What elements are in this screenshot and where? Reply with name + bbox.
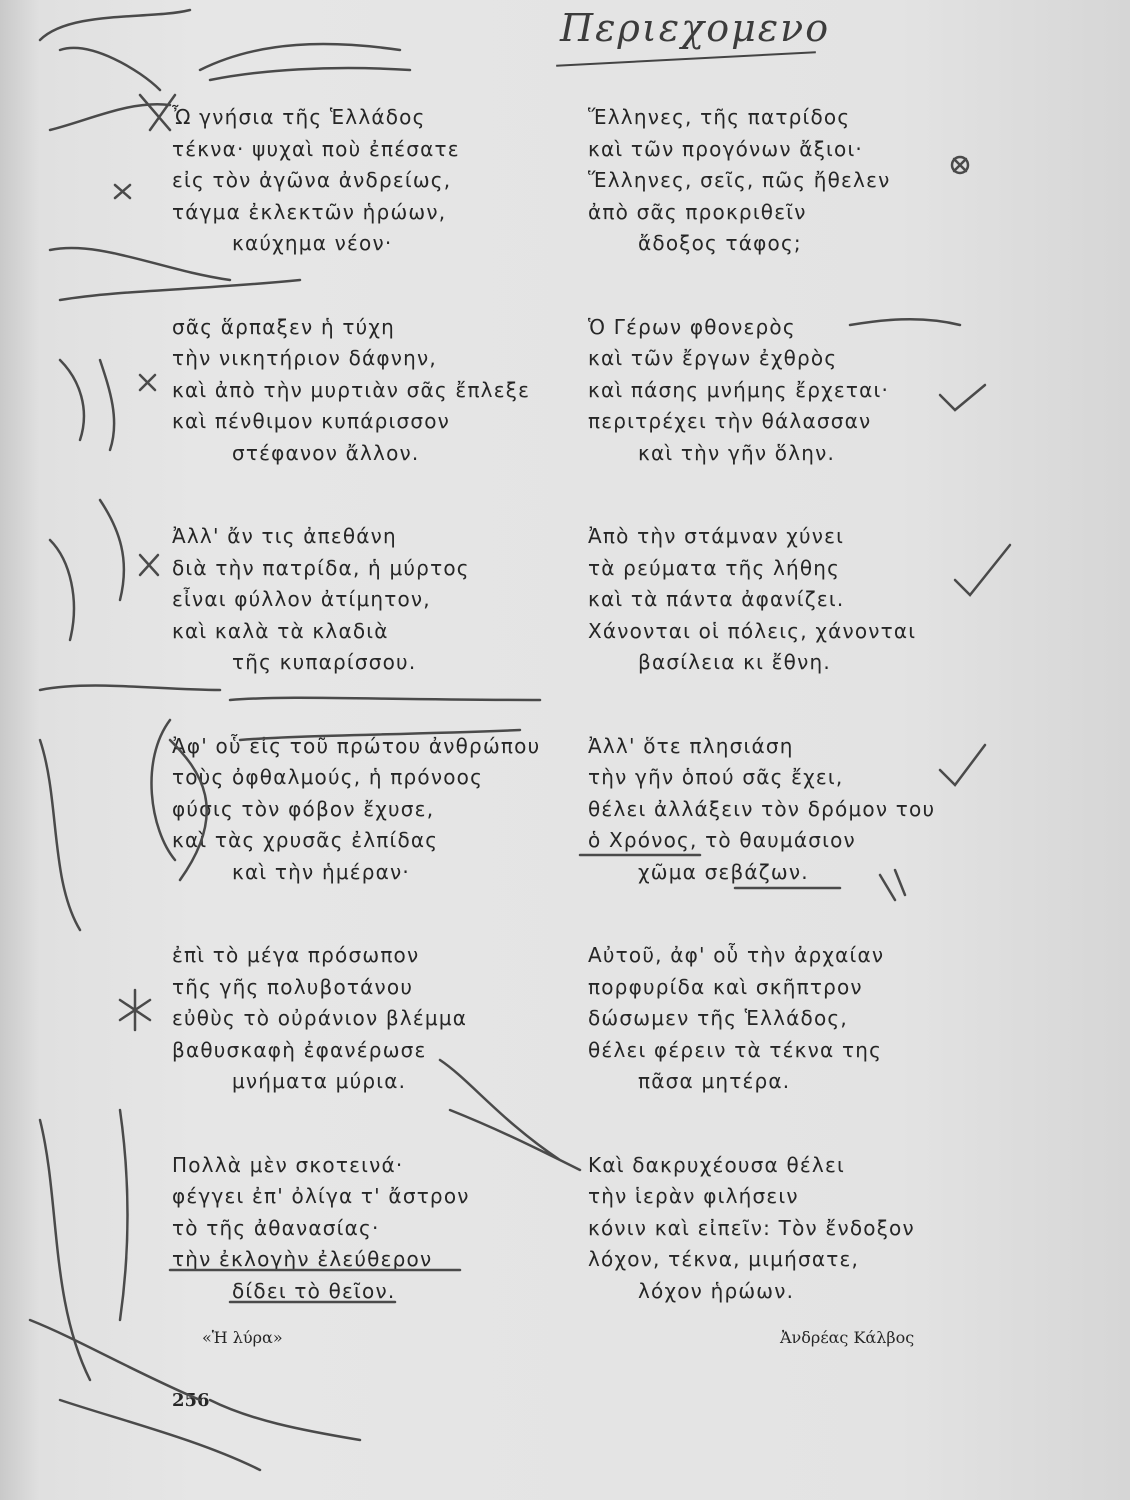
scribble-mark: [210, 1400, 360, 1440]
poem-line: καύχημα νέον·: [232, 231, 393, 255]
poem-line: φέγγει ἐπ' ὀλίγα τ' ἄστρον: [172, 1184, 470, 1208]
poem-author: Ἀνδρέας Κάλβος: [780, 1328, 915, 1347]
poem-line: πᾶσα μητέρα.: [638, 1069, 791, 1093]
x-mark: [140, 555, 158, 575]
poem-line: Ἀφ' οὗ εἰς τοῦ πρώτου ἀνθρώπου: [172, 733, 541, 758]
poem-line: καὶ καλὰ τὰ κλαδιὰ: [172, 618, 389, 643]
poem-line: Ὁ Γέρων φθονερὸς: [588, 314, 796, 339]
poem-line: καὶ τὰς χρυσᾶς ἐλπίδας: [172, 828, 439, 852]
x-mark: [140, 375, 155, 390]
poem-line: Ὦ γνήσια τῆς Ἑλλάδος: [172, 105, 426, 129]
poem-line: τὰ ρεύματα τῆς λήθης: [588, 555, 841, 580]
poem-line: καὶ πάσης μνήμης ἔρχεται·: [588, 377, 890, 402]
slash-mark: [140, 95, 175, 130]
poem-line: τὸ τῆς ἀθανασίας·: [172, 1215, 380, 1240]
poem-line: καὶ τὴν γῆν ὅλην.: [638, 440, 836, 465]
asterisk-mark: [120, 990, 150, 1030]
scribble-mark: [200, 44, 410, 80]
page-number: 256: [172, 1390, 210, 1411]
poem-line: λόχον ἡρώων.: [638, 1278, 795, 1303]
poem-line: στέφανον ἄλλον.: [232, 440, 420, 465]
poem-line: καὶ τὰ πάντα ἀφανίζει.: [588, 587, 845, 611]
poem-line: περιτρέχει τὴν θάλασσαν: [588, 409, 872, 433]
handwritten-heading: Περιεχομενο: [560, 6, 831, 50]
poem-line: Αὐτοῦ, ἀφ' οὗ τὴν ἀρχαίαν: [588, 943, 885, 967]
poem-line: ἐπὶ τὸ μέγα πρόσωπον: [172, 943, 420, 967]
poem-line: σᾶς ἅρπαξεν ἡ τύχη: [172, 314, 396, 339]
scribble-mark: [40, 10, 190, 130]
poem-line: θέλει φέρειν τὰ τέκνα της: [588, 1037, 883, 1062]
poem-line: καὶ πένθιμον κυπάρισσον: [172, 409, 451, 433]
scribble-mark: [40, 1110, 128, 1380]
poem-line: καὶ ἀπὸ τὴν μυρτιὰν σᾶς ἔπλεξε: [172, 377, 531, 402]
poem-line: Ἀλλ' ὅτε πλησιάση: [588, 733, 794, 758]
poem-line: Καὶ δακρυχέουσα θέλει: [588, 1152, 845, 1177]
scribble-mark: [850, 319, 960, 325]
poem-line: Χάνονται οἱ πόλεις, χάνονται: [588, 618, 917, 643]
poem-line: εἶναι φύλλον ἀτίμητον,: [172, 587, 431, 611]
poem-line: τὴν νικητήριον δάφνην,: [172, 346, 437, 370]
poem-line: φύσις τὸν φόβον ἔχυσε,: [172, 796, 435, 821]
scribble-mark: [30, 1320, 260, 1470]
poem-line: Ἕλληνες, σεῖς, πῶς ἤθελεν: [588, 168, 891, 192]
poem-line: εὐθὺς τὸ οὐράνιον βλέμμα: [172, 1006, 468, 1030]
circle-x-mark: [952, 157, 968, 173]
poem-line: ἀπὸ σᾶς προκριθεῖν: [588, 199, 807, 224]
slash-mark: [880, 870, 905, 900]
poem-line: βαθυσκαφὴ ἐφανέρωσε: [172, 1037, 427, 1062]
poem-line: μνήματα μύρια.: [232, 1069, 407, 1093]
poem-line: πορφυρίδα καὶ σκῆπτρον: [588, 974, 863, 999]
poem-line: τέκνα· ψυχαὶ ποὺ ἐπέσατε: [172, 136, 460, 161]
poem-line: καὶ τῶν ἔργων ἐχθρὸς: [588, 346, 838, 370]
poem-line: τὴν ἱερὰν φιλήσειν: [588, 1184, 799, 1208]
poem-line: τάγμα ἐκλεκτῶν ἡρώων,: [172, 199, 447, 224]
checkmark: [955, 545, 1010, 595]
poem-line: λόχον, τέκνα, μιμήσατε,: [588, 1247, 860, 1271]
scribble-mark: [60, 360, 114, 450]
poem-line: βασίλεια κι ἔθνη.: [638, 650, 831, 674]
poem-line: καὶ τῶν προγόνων ἄξιοι·: [588, 136, 863, 161]
poem-line: εἰς τὸν ἀγῶνα ἀνδρείως,: [172, 168, 452, 192]
poem-source: «Ἡ λύρα»: [202, 1328, 283, 1347]
poem-line: δώσωμεν τῆς Ἑλλάδος,: [588, 1006, 848, 1030]
poem-line: καὶ τὴν ἡμέραν·: [232, 859, 410, 884]
poem-line: κόνιν καὶ εἰπεῖν: Τὸν ἔνδοξον: [588, 1215, 915, 1240]
checkmark: [940, 745, 985, 785]
poem-line: τῆς γῆς πολυβοτάνου: [172, 974, 414, 999]
poem-line: τὴν γῆν ὁπού σᾶς ἔχει,: [588, 765, 844, 789]
poem-line: Ἀπὸ τὴν στάμναν χύνει: [588, 524, 845, 548]
scribble-mark: [440, 1060, 580, 1170]
poem-line: χῶμα σεβάζων.: [638, 859, 809, 884]
poem-line: Ἕλληνες, τῆς πατρίδος: [588, 105, 851, 129]
poem-line: Πολλὰ μὲν σκοτεινά·: [172, 1152, 404, 1177]
scribble-mark: [50, 248, 300, 300]
poem-line: θέλει ἀλλάξειν τὸν δρόμον του: [588, 796, 936, 821]
x-mark: [115, 185, 130, 198]
scribble-mark: [50, 500, 124, 640]
poem-line: Ἀλλ' ἄν τις ἀπεθάνη: [172, 524, 397, 548]
poem-line: ἄδοξος τάφος;: [638, 231, 802, 255]
poem-line: τοὺς ὀφθαλμούς, ἡ πρόνοος: [172, 765, 484, 789]
poem-line: δίδει τὸ θεῖον.: [232, 1278, 396, 1303]
scribble-mark: [40, 686, 220, 930]
checkmark: [940, 385, 985, 410]
poem-line: τῆς κυπαρίσσου.: [232, 650, 417, 674]
poem-line: διὰ τὴν πατρίδα, ἡ μύρτος: [172, 555, 470, 580]
poem-line: τὴν ἐκλογὴν ἐλεύθερον: [172, 1247, 433, 1271]
scribble-mark: [230, 698, 540, 740]
poem-line: ὁ Χρόνος, τὸ θαυμάσιον: [588, 828, 856, 852]
